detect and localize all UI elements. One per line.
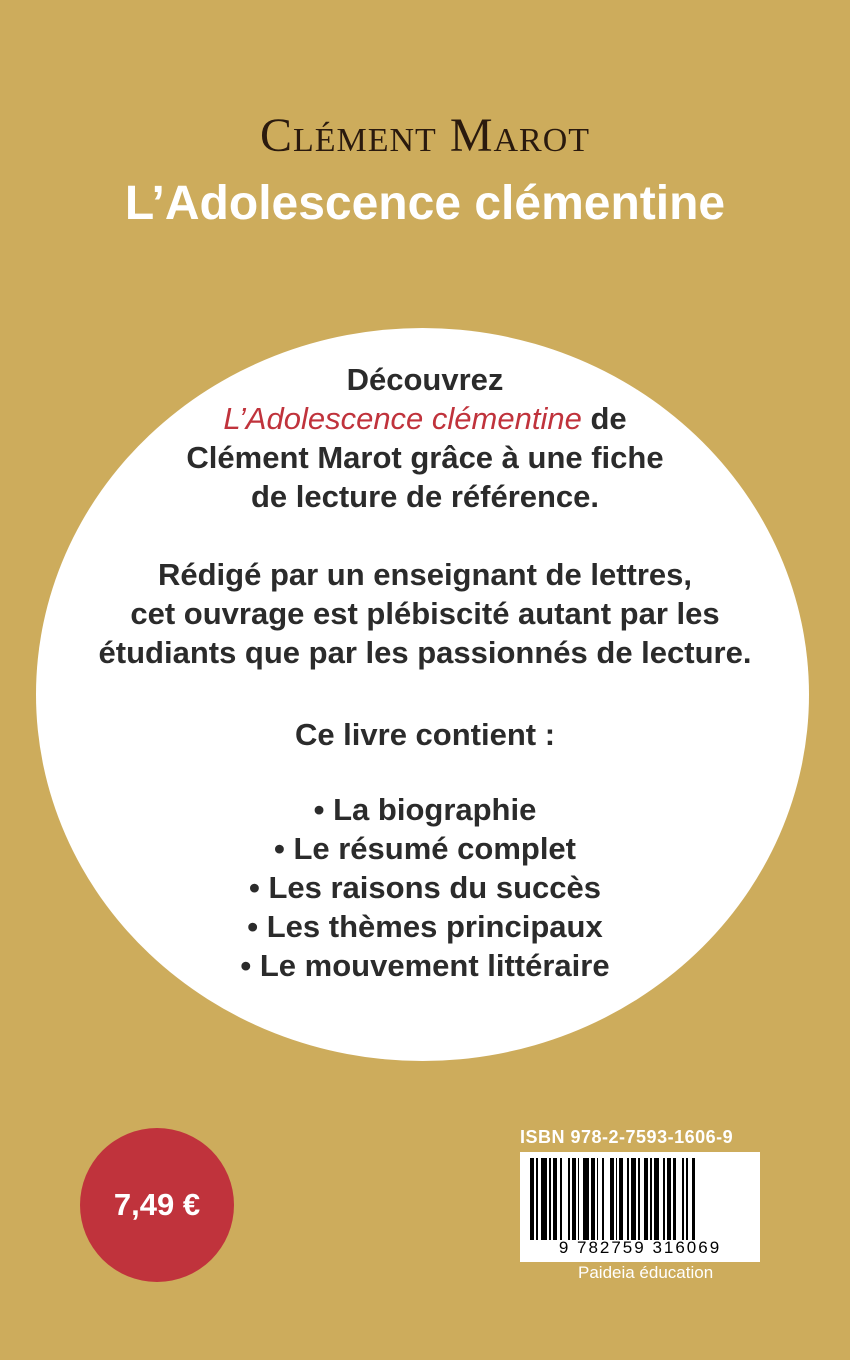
contents-item: • Le résumé complet (0, 829, 850, 868)
barcode-bar (616, 1158, 618, 1240)
barcode-bar (644, 1158, 648, 1240)
blurb-title-suffix: de (581, 401, 627, 436)
blurb-paragraph-line: Rédigé par un enseignant de lettres, (157, 557, 692, 592)
blurb-intro-line: de lecture de référence. (250, 479, 600, 514)
blurb-intro-line: Clément Marot grâce à une fiche (186, 440, 664, 475)
publisher-name: Paideia éducation (578, 1263, 714, 1282)
barcode-bar (541, 1158, 547, 1240)
barcode-bar (602, 1158, 604, 1240)
barcode-bar (631, 1158, 637, 1240)
barcode-bar (583, 1158, 589, 1240)
barcode-bar (673, 1158, 677, 1240)
price-label: 7,49 € (113, 1187, 201, 1222)
barcode-bar (650, 1158, 652, 1240)
barcode-bars (530, 1158, 750, 1240)
blurb-paragraph-line: étudiants que par les passionnés de lecture. (98, 635, 752, 670)
barcode-bar (568, 1158, 570, 1240)
barcode-bar (667, 1158, 671, 1240)
barcode-bar (572, 1158, 576, 1240)
barcode-bar (627, 1158, 629, 1240)
barcode-bar (549, 1158, 551, 1240)
barcode-bar (610, 1158, 614, 1240)
contents-list (0, 790, 850, 985)
contents-item: • Les raisons du succès (0, 868, 850, 907)
barcode-bar (597, 1158, 599, 1240)
author-name: Clément Marot (259, 109, 591, 162)
contents-heading: Ce livre contient : (294, 717, 556, 752)
barcode-bar (686, 1158, 688, 1240)
contents-item: • La biographie (0, 790, 850, 829)
blurb-intro-title-line (0, 399, 850, 438)
blurb-paragraph-line: cet ouvrage est plébiscité autant par les (130, 596, 720, 631)
barcode-bar (553, 1158, 557, 1240)
price-badge (80, 1128, 234, 1282)
book-title: L’Adolescence clémentine (124, 177, 726, 230)
barcode-bar (654, 1158, 660, 1240)
barcode (520, 1152, 760, 1262)
blurb-intro-line: Découvrez (346, 362, 504, 397)
isbn-label: ISBN 978-2-7593-1606-9 (520, 1127, 734, 1147)
barcode-bar (663, 1158, 665, 1240)
blurb-title-italic: L’Adolescence clémentine (223, 401, 582, 436)
barcode-bar (578, 1158, 580, 1240)
barcode-bar (692, 1158, 696, 1240)
barcode-bar (682, 1158, 684, 1240)
barcode-bar (591, 1158, 595, 1240)
barcode-bar (638, 1158, 640, 1240)
barcode-digits: 9 782759 316069 (558, 1238, 722, 1257)
contents-item: • Le mouvement littéraire (0, 946, 850, 985)
contents-item: • Les thèmes principaux (0, 907, 850, 946)
blurb-text (0, 360, 850, 985)
barcode-bar (560, 1158, 562, 1240)
barcode-bar (530, 1158, 534, 1240)
barcode-bar (536, 1158, 538, 1240)
barcode-bar (619, 1158, 623, 1240)
